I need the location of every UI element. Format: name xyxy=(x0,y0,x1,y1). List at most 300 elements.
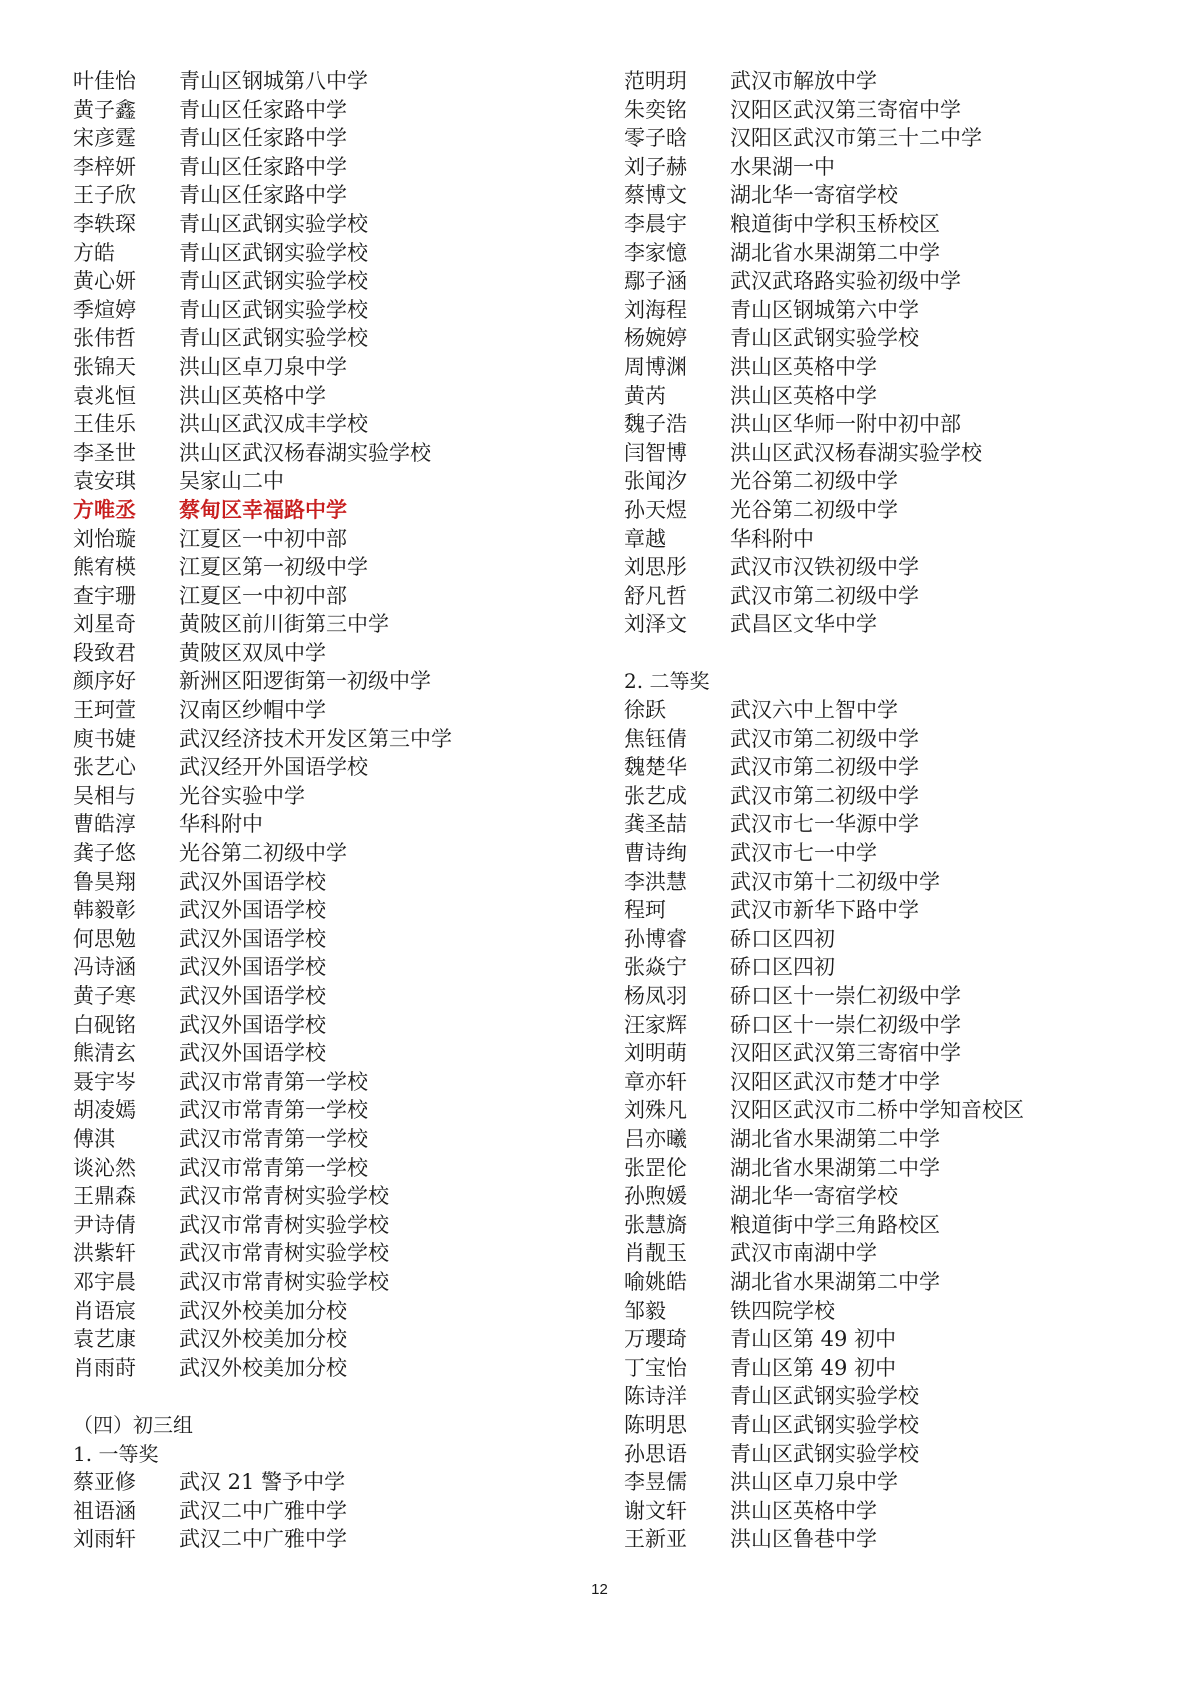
award-entry xyxy=(624,525,1184,554)
student-name: 范明玥 xyxy=(624,69,687,93)
school-name: 武汉市第二初级中学 xyxy=(730,755,919,780)
school-name: 武汉市汉铁初级中学 xyxy=(730,555,919,580)
award-entry xyxy=(73,810,593,839)
school-name: 洪山区卓刀泉中学 xyxy=(179,354,347,379)
award-entry xyxy=(624,1468,1184,1497)
school-name: 武汉外国语学校 xyxy=(179,869,326,894)
award-entry xyxy=(73,296,593,325)
student-name: 万瓔琦 xyxy=(624,1327,687,1352)
school-name: 青山区任家路中学 xyxy=(179,97,347,122)
school-name: 武汉市第十二初级中学 xyxy=(730,869,940,894)
award-entry xyxy=(624,439,1184,468)
school-name: 光谷第二初级中学 xyxy=(730,497,898,522)
award-entry xyxy=(73,96,593,125)
student-name: 张艺心 xyxy=(73,755,136,780)
school-name: 江夏区第一初级中学 xyxy=(179,555,368,580)
award-entry xyxy=(73,1039,593,1068)
school-name: 硚口区四初 xyxy=(730,955,835,980)
student-name: 胡凌嫣 xyxy=(73,1098,136,1123)
award-entry xyxy=(73,1297,593,1326)
award-entry xyxy=(73,1239,593,1268)
school-name: 武汉外校美加分校 xyxy=(179,1355,347,1380)
school-name: 湖北省水果湖第二中学 xyxy=(730,1126,940,1151)
school-name: 武汉外国语学校 xyxy=(179,1012,326,1037)
right-column xyxy=(624,67,1184,1554)
student-name: 尹诗倩 xyxy=(73,1212,136,1237)
award-entry xyxy=(73,1525,593,1554)
school-name: 武汉二中广雅中学 xyxy=(179,1527,347,1552)
school-name: 武汉市常青第一学校 xyxy=(179,1069,368,1094)
student-name: 曹诗绚 xyxy=(624,841,687,866)
school-name: 洪山区卓刀泉中学 xyxy=(730,1470,898,1495)
award-entry xyxy=(624,324,1184,353)
school-name: 青山区任家路中学 xyxy=(179,154,347,179)
award-entry xyxy=(624,181,1184,210)
student-name: 王珂萱 xyxy=(73,698,136,723)
award-entry xyxy=(624,1096,1184,1125)
award-entry xyxy=(73,124,593,153)
student-name: 汪家辉 xyxy=(624,1012,687,1037)
school-name: 武汉经济技术开发区第三中学 xyxy=(179,726,452,751)
student-name: 邓宇晨 xyxy=(73,1269,136,1294)
student-name: 蔡博文 xyxy=(624,183,687,208)
school-name: 蔡甸区幸福路中学 xyxy=(179,496,347,522)
award-entry xyxy=(624,210,1184,239)
award-entry xyxy=(73,496,593,525)
student-name: 刘星奇 xyxy=(73,612,136,637)
student-name: 李昱儒 xyxy=(624,1470,687,1495)
left-column xyxy=(73,67,593,1554)
award-entry xyxy=(624,1297,1184,1326)
school-name: 武汉武珞路实验初级中学 xyxy=(730,269,961,294)
student-name: 王鼎森 xyxy=(73,1184,136,1209)
student-name: 肖靓玉 xyxy=(624,1241,687,1266)
student-name: 谈沁然 xyxy=(73,1155,136,1180)
school-name: 粮道街中学三角路校区 xyxy=(730,1212,940,1237)
school-name: 湖北华一寄宿学校 xyxy=(730,1184,898,1209)
award-entry xyxy=(624,1325,1184,1354)
school-name: 洪山区武汉成丰学校 xyxy=(179,412,368,437)
student-name: 周博渊 xyxy=(624,354,687,379)
award-entry xyxy=(73,382,593,411)
award-entry xyxy=(73,1011,593,1040)
school-name: 黄陂区前川街第三中学 xyxy=(179,612,389,637)
student-name: 王佳乐 xyxy=(73,412,136,437)
student-name: 焦钰倩 xyxy=(624,726,687,751)
award-entry xyxy=(73,267,593,296)
student-name: 孙天煜 xyxy=(624,497,687,522)
award-entry xyxy=(624,96,1184,125)
school-name: 洪山区鲁巷中学 xyxy=(730,1527,877,1552)
award-entry xyxy=(73,753,593,782)
student-name: 宋彦霆 xyxy=(73,126,136,151)
student-name: 蔡亚修 xyxy=(73,1470,136,1495)
school-name: 汉阳区武汉第三寄宿中学 xyxy=(730,97,961,122)
award-entry xyxy=(73,982,593,1011)
school-name: 武汉市常青第一学校 xyxy=(179,1155,368,1180)
school-name: 武汉市解放中学 xyxy=(730,69,877,93)
school-name: 武汉市第二初级中学 xyxy=(730,726,919,751)
student-name: 孙博睿 xyxy=(624,926,687,951)
school-name: 汉南区纱帽中学 xyxy=(179,698,326,723)
school-name: 汉阳区武汉市楚才中学 xyxy=(730,1069,940,1094)
student-name: 杨凤羽 xyxy=(624,984,687,1008)
school-name: 铁四院学校 xyxy=(730,1298,835,1323)
award-entry xyxy=(624,553,1184,582)
award-entry xyxy=(624,1440,1184,1469)
student-name: 王新亚 xyxy=(624,1527,687,1552)
award-entry xyxy=(624,296,1184,325)
award-entry xyxy=(73,782,593,811)
school-name: 武汉市常青树实验学校 xyxy=(179,1269,389,1294)
student-name: 杨婉婷 xyxy=(624,326,687,351)
student-name: 王子欣 xyxy=(73,183,136,208)
section-heading: 1. 一等奖 xyxy=(73,1441,159,1466)
award-entry xyxy=(73,582,593,611)
award-entry xyxy=(73,1497,593,1526)
award-entry xyxy=(624,1268,1184,1297)
school-name: 硚口区十一崇仁初级中学 xyxy=(730,1012,961,1037)
award-entry xyxy=(73,324,593,353)
award-entry xyxy=(624,753,1184,782)
school-name: 武汉市第二初级中学 xyxy=(730,583,919,608)
blank-line xyxy=(624,639,1184,668)
school-name: 武汉市新华下路中学 xyxy=(730,898,919,923)
school-name: 汉阳区武汉第三寄宿中学 xyxy=(730,1041,961,1066)
student-name: 聂宇岑 xyxy=(73,1069,136,1094)
school-name: 汉阳区武汉市第三十二中学 xyxy=(730,126,982,151)
school-name: 武汉市七一中学 xyxy=(730,841,877,866)
school-name: 青山区武钢实验学校 xyxy=(179,269,368,294)
student-name: 方皓 xyxy=(73,240,115,265)
award-entry xyxy=(73,1125,593,1154)
student-name: 龚圣喆 xyxy=(624,812,687,837)
school-name: 武汉外国语学校 xyxy=(179,955,326,980)
school-name: 青山区任家路中学 xyxy=(179,183,347,208)
award-entry xyxy=(73,239,593,268)
school-name: 青山区武钢实验学校 xyxy=(730,326,919,351)
award-entry xyxy=(73,1354,593,1383)
award-entry xyxy=(73,639,593,668)
student-name: 张闻汐 xyxy=(624,469,687,494)
school-name: 武汉市常青第一学校 xyxy=(179,1098,368,1123)
award-entry xyxy=(73,181,593,210)
school-name: 洪山区武汉杨春湖实验学校 xyxy=(179,440,431,465)
school-name: 武汉市常青第一学校 xyxy=(179,1126,368,1151)
school-name: 光谷第二初级中学 xyxy=(730,469,898,494)
student-name: 李晨宇 xyxy=(624,211,687,236)
student-name: 李轶琛 xyxy=(73,211,136,236)
school-name: 江夏区一中初中部 xyxy=(179,526,347,551)
school-name: 硚口区十一崇仁初级中学 xyxy=(730,984,961,1008)
student-name: 张焱宁 xyxy=(624,955,687,980)
student-name: 黄子寒 xyxy=(73,984,136,1008)
school-name: 青山区武钢实验学校 xyxy=(730,1384,919,1409)
school-name: 吴家山二中 xyxy=(179,469,284,494)
award-entry xyxy=(624,496,1184,525)
student-name: 肖语宸 xyxy=(73,1298,136,1323)
award-entry xyxy=(73,667,593,696)
student-name: 魏子浩 xyxy=(624,412,687,437)
student-name: 程珂 xyxy=(624,898,666,923)
student-name: 丁宝怡 xyxy=(624,1355,687,1380)
page-number: 12 xyxy=(591,1581,608,1598)
student-name: 张伟哲 xyxy=(73,326,136,351)
award-entry xyxy=(73,1268,593,1297)
award-entry xyxy=(73,925,593,954)
student-name: 黄芮 xyxy=(624,383,666,408)
section-heading: （四）初三组 xyxy=(73,1412,193,1437)
award-entry xyxy=(73,525,593,554)
award-entry xyxy=(73,896,593,925)
school-name: 青山区武钢实验学校 xyxy=(179,211,368,236)
school-name: 青山区钢城第八中学 xyxy=(179,69,368,93)
school-name: 青山区武钢实验学校 xyxy=(179,240,368,265)
award-entry xyxy=(624,124,1184,153)
student-name: 吕亦曦 xyxy=(624,1126,687,1151)
award-entry xyxy=(73,1068,593,1097)
school-name: 武汉外校美加分校 xyxy=(179,1327,347,1352)
school-name: 湖北华一寄宿学校 xyxy=(730,183,898,208)
student-name: 陈明思 xyxy=(624,1412,687,1437)
school-name: 青山区任家路中学 xyxy=(179,126,347,151)
award-entry xyxy=(624,1068,1184,1097)
student-name: 何思勉 xyxy=(73,926,136,951)
award-entry xyxy=(624,582,1184,611)
student-name: 龚子悠 xyxy=(73,841,136,866)
school-name: 武汉外校美加分校 xyxy=(179,1298,347,1323)
award-entry xyxy=(624,67,1184,96)
student-name: 李家憶 xyxy=(624,240,687,265)
student-name: 袁兆恒 xyxy=(73,383,136,408)
award-entry xyxy=(73,1211,593,1240)
school-name: 青山区武钢实验学校 xyxy=(730,1441,919,1466)
award-entry xyxy=(624,410,1184,439)
school-name: 武汉市常青树实验学校 xyxy=(179,1184,389,1209)
award-entry xyxy=(73,610,593,639)
school-name: 武汉经开外国语学校 xyxy=(179,755,368,780)
student-name: 张慧旖 xyxy=(624,1212,687,1237)
award-entry xyxy=(624,953,1184,982)
student-name: 刘海程 xyxy=(624,297,687,322)
student-name: 邹毅 xyxy=(624,1298,666,1323)
student-name: 章亦轩 xyxy=(624,1069,687,1094)
student-name: 张罡伦 xyxy=(624,1155,687,1180)
school-name: 洪山区英格中学 xyxy=(730,383,877,408)
award-entry xyxy=(73,467,593,496)
award-entry xyxy=(624,353,1184,382)
school-name: 洪山区英格中学 xyxy=(730,1498,877,1523)
school-name: 华科附中 xyxy=(730,526,814,551)
student-name: 庾书婕 xyxy=(73,726,136,751)
student-name: 李圣世 xyxy=(73,440,136,465)
award-entry xyxy=(624,267,1184,296)
student-name: 徐跃 xyxy=(624,698,666,723)
school-name: 青山区武钢实验学校 xyxy=(179,326,368,351)
student-name: 刘怡璇 xyxy=(73,526,136,551)
school-name: 洪山区武汉杨春湖实验学校 xyxy=(730,440,982,465)
student-name: 李梓妍 xyxy=(73,154,136,179)
school-name: 武汉 21 警予中学 xyxy=(179,1470,346,1495)
award-entry xyxy=(624,982,1184,1011)
student-name: 喻姚皓 xyxy=(624,1269,687,1294)
award-entry xyxy=(73,553,593,582)
school-name: 青山区第 49 初中 xyxy=(730,1327,897,1352)
award-entry xyxy=(624,839,1184,868)
school-name: 洪山区华师一附中初中部 xyxy=(730,412,961,437)
student-name: 舒凡哲 xyxy=(624,583,687,608)
award-entry xyxy=(624,782,1184,811)
school-name: 湖北省水果湖第二中学 xyxy=(730,1269,940,1294)
school-name: 武汉市七一华源中学 xyxy=(730,812,919,837)
school-name: 汉阳区武汉市二桥中学知音校区 xyxy=(730,1098,1024,1123)
student-name: 叶佳怡 xyxy=(73,69,136,93)
school-name: 武汉市常青树实验学校 xyxy=(179,1212,389,1237)
student-name: 黄子鑫 xyxy=(73,97,136,122)
student-name: 祖语涵 xyxy=(73,1498,136,1523)
student-name: 洪紫轩 xyxy=(73,1241,136,1266)
student-name: 鲁昊翔 xyxy=(73,869,136,894)
student-name: 张艺成 xyxy=(624,783,687,808)
award-entry xyxy=(73,1096,593,1125)
award-entry xyxy=(624,1525,1184,1554)
school-name: 武汉市南湖中学 xyxy=(730,1241,877,1266)
award-entry xyxy=(624,810,1184,839)
student-name: 颜序好 xyxy=(73,669,136,694)
school-name: 新洲区阳逻街第一初级中学 xyxy=(179,669,431,694)
school-name: 青山区第 49 初中 xyxy=(730,1355,897,1380)
award-entry xyxy=(624,1354,1184,1383)
award-entry xyxy=(73,868,593,897)
award-entry xyxy=(73,725,593,754)
school-name: 光谷实验中学 xyxy=(179,783,305,808)
student-name: 张锦天 xyxy=(73,354,136,379)
award-entry xyxy=(624,239,1184,268)
school-name: 武汉外国语学校 xyxy=(179,984,326,1008)
student-name: 熊宥楧 xyxy=(73,555,136,580)
student-name: 刘泽文 xyxy=(624,612,687,637)
school-name: 武汉市常青树实验学校 xyxy=(179,1241,389,1266)
school-name: 华科附中 xyxy=(179,812,263,837)
school-name: 青山区钢城第六中学 xyxy=(730,297,919,322)
award-entry xyxy=(624,925,1184,954)
award-entry xyxy=(73,67,593,96)
school-name: 武汉外国语学校 xyxy=(179,926,326,951)
award-entry xyxy=(73,410,593,439)
student-name: 冯诗涵 xyxy=(73,955,136,980)
award-entry xyxy=(624,868,1184,897)
award-entry xyxy=(624,1154,1184,1183)
student-name: 季煊婷 xyxy=(73,297,136,322)
award-entry xyxy=(73,839,593,868)
student-name: 刘雨轩 xyxy=(73,1527,136,1552)
student-name: 刘殊凡 xyxy=(624,1098,687,1123)
student-name: 熊清玄 xyxy=(73,1041,136,1066)
school-name: 武汉六中上智中学 xyxy=(730,698,898,723)
school-name: 青山区武钢实验学校 xyxy=(179,297,368,322)
student-name: 朱奕铭 xyxy=(624,97,687,122)
student-name: 吴相与 xyxy=(73,783,136,808)
student-name: 零子晗 xyxy=(624,126,687,151)
student-name: 白砚铭 xyxy=(73,1012,136,1037)
student-name: 肖雨莳 xyxy=(73,1355,136,1380)
award-entry xyxy=(624,1182,1184,1211)
award-entry xyxy=(73,153,593,182)
student-name: 闫智博 xyxy=(624,440,687,465)
award-entry xyxy=(624,1039,1184,1068)
student-name: 查宇珊 xyxy=(73,583,136,608)
student-name: 曹皓淳 xyxy=(73,812,136,837)
school-name: 江夏区一中初中部 xyxy=(179,583,347,608)
student-name: 黄心妍 xyxy=(73,269,136,294)
award-entry xyxy=(624,382,1184,411)
student-name: 魏楚华 xyxy=(624,755,687,780)
school-name: 黄陂区双凤中学 xyxy=(179,640,326,665)
student-name: 鄢子涵 xyxy=(624,269,687,294)
blank-line xyxy=(73,1382,593,1411)
student-name: 刘思彤 xyxy=(624,555,687,580)
award-entry xyxy=(73,953,593,982)
award-entry xyxy=(624,1211,1184,1240)
student-name: 方唯丞 xyxy=(73,496,136,522)
student-name: 刘子赫 xyxy=(624,154,687,179)
school-name: 武汉外国语学校 xyxy=(179,898,326,923)
student-name: 章越 xyxy=(624,526,666,551)
award-entry xyxy=(624,610,1184,639)
student-name: 谢文轩 xyxy=(624,1498,687,1523)
student-name: 孙思语 xyxy=(624,1441,687,1466)
award-entry xyxy=(624,1011,1184,1040)
school-name: 武汉市第二初级中学 xyxy=(730,783,919,808)
school-name: 水果湖一中 xyxy=(730,154,835,179)
award-entry xyxy=(73,696,593,725)
school-name: 青山区武钢实验学校 xyxy=(730,1412,919,1437)
student-name: 孙煦媛 xyxy=(624,1184,687,1209)
student-name: 傅淇 xyxy=(73,1126,115,1151)
award-entry xyxy=(73,1154,593,1183)
section-heading: 2. 二等奖 xyxy=(624,669,710,694)
school-name: 湖北省水果湖第二中学 xyxy=(730,1155,940,1180)
award-entry xyxy=(73,210,593,239)
student-name: 段致君 xyxy=(73,640,136,665)
school-name: 光谷第二初级中学 xyxy=(179,841,347,866)
school-name: 湖北省水果湖第二中学 xyxy=(730,240,940,265)
award-entry xyxy=(73,353,593,382)
award-entry xyxy=(73,439,593,468)
award-entry xyxy=(73,1468,593,1497)
school-name: 武汉二中广雅中学 xyxy=(179,1498,347,1523)
award-entry xyxy=(624,1382,1184,1411)
award-entry xyxy=(624,1497,1184,1526)
award-entry xyxy=(624,1411,1184,1440)
school-name: 洪山区英格中学 xyxy=(730,354,877,379)
student-name: 刘明萌 xyxy=(624,1041,687,1066)
award-entry xyxy=(73,1325,593,1354)
student-name: 袁安琪 xyxy=(73,469,136,494)
award-entry xyxy=(624,1239,1184,1268)
award-entry xyxy=(624,896,1184,925)
award-entry xyxy=(73,1182,593,1211)
award-entry xyxy=(624,467,1184,496)
award-entry xyxy=(624,725,1184,754)
school-name: 洪山区英格中学 xyxy=(179,383,326,408)
award-entry xyxy=(624,153,1184,182)
school-name: 武汉外国语学校 xyxy=(179,1041,326,1066)
student-name: 韩毅彰 xyxy=(73,898,136,923)
student-name: 袁艺康 xyxy=(73,1327,136,1352)
school-name: 硚口区四初 xyxy=(730,926,835,951)
school-name: 武昌区文华中学 xyxy=(730,612,877,637)
